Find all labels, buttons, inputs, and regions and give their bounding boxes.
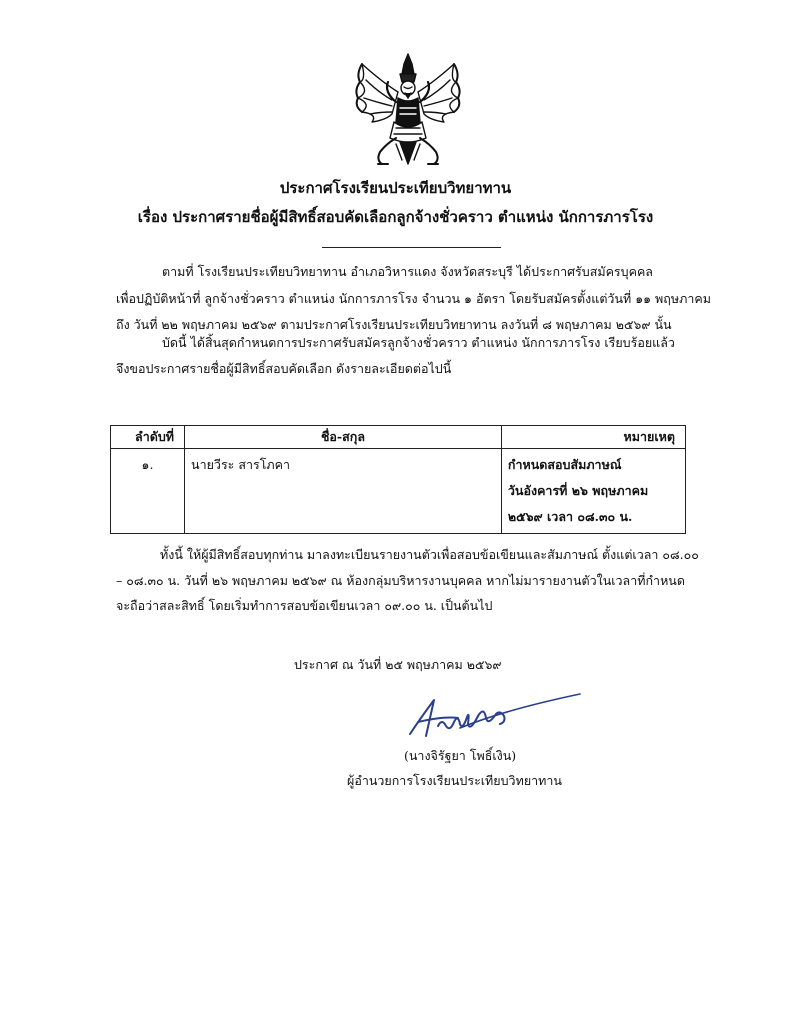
paragraph-3-line-1: ทั้งนี้ ให้ผู้มีสิทธิ์สอบทุกท่าน มาลงทะเบียนรายงานตัวเพื่อสอบข้อเขียนและสัมภาษณ์ ตั้งแต่เวลา ๐๘.๐๐: [160, 547, 699, 562]
candidate-table: [110, 425, 686, 534]
table-header-row: [111, 426, 686, 449]
paragraph-1-line-1: ตามที่ โรงเรียนประเทียบวิทยาทาน อำเภอวิหารแดง จังหวัดสระบุรี ได้ประกาศรับสมัครบุคคล: [162, 264, 653, 279]
document-title: ประกาศโรงเรียนประเทียบวิทยาทาน: [279, 179, 512, 197]
handwritten-signature: [404, 688, 584, 746]
garuda-emblem-icon: [352, 52, 464, 170]
remark-line-1: กำหนดสอบสัมภาษณ์: [507, 457, 622, 472]
signer-position: ผู้อำนวยการโรงเรียนประเทียบวิทยาทาน: [347, 773, 562, 788]
column-header-no: ลำดับที่: [111, 426, 185, 449]
paragraph-1-line-2: เพื่อปฏิบัติหน้าที่ ลูกจ้างชั่วคราว ตำแหน่ง นักการภารโรง จำนวน ๑ อัตรา โดยรับสมัครตั้งแต่วันที่ ๑๑ พฤษภาคม: [116, 291, 711, 306]
paragraph-3-line-3: จะถือว่าสละสิทธิ์ โดยเริ่มทำการสอบข้อเขียนเวลา ๐๙.๐๐ น. เป็นต้นไป: [116, 598, 493, 613]
remark-line-3: ๒๕๖๙ เวลา ๐๘.๓๐ น.: [507, 509, 633, 524]
announcement-date: ประกาศ ณ วันที่ ๒๕ พฤษภาคม ๒๕๖๙: [294, 657, 502, 672]
candidate-name: นายวีระ สารโภคา: [185, 449, 502, 534]
paragraph-2-line-1: บัดนี้ ได้สิ้นสุดกำหนดการประกาศรับสมัครลูกจ้างชั่วคราว ตำแหน่ง นักการภารโรง เรียบร้อยแล้ว: [162, 335, 675, 350]
signer-name: (นางจิรัฐยา โพธิ์เงิน): [404, 748, 517, 763]
table-row: [111, 449, 686, 534]
document-subject: เรื่อง ประกาศรายชื่อผู้มีสิทธิ์สอบคัดเลือกลูกจ้างชั่วคราว ตำแหน่ง นักการภารโรง: [137, 208, 654, 226]
row-remark: [501, 449, 685, 534]
paragraph-3-line-2: – ๐๘.๓๐ น. วันที่ ๒๖ พฤษภาคม ๒๕๖๙ ณ ห้องกลุ่มบริหารงานบุคคล หากไม่มารายงานตัวในเวลาที่กำหนด: [116, 573, 685, 588]
remark-line-2: วันอังคารที่ ๒๖ พฤษภาคม: [507, 483, 649, 498]
row-number: ๑.: [111, 449, 185, 534]
paragraph-2-line-2: จึงขอประกาศรายชื่อผู้มีสิทธิ์สอบคัดเลือก ดังรายละเอียดต่อไปนี้: [116, 361, 452, 376]
title-divider: [322, 247, 501, 248]
column-header-remark: หมายเหตุ: [501, 426, 685, 449]
column-header-name: ชื่อ-สกุล: [185, 426, 502, 449]
paragraph-1-line-3: ถึง วันที่ ๒๒ พฤษภาคม ๒๕๖๙ ตามประกาศโรงเรียนประเทียบวิทยาทาน ลงวันที่ ๘ พฤษภาคม ๒๕๖๙ นั้น: [116, 317, 672, 332]
